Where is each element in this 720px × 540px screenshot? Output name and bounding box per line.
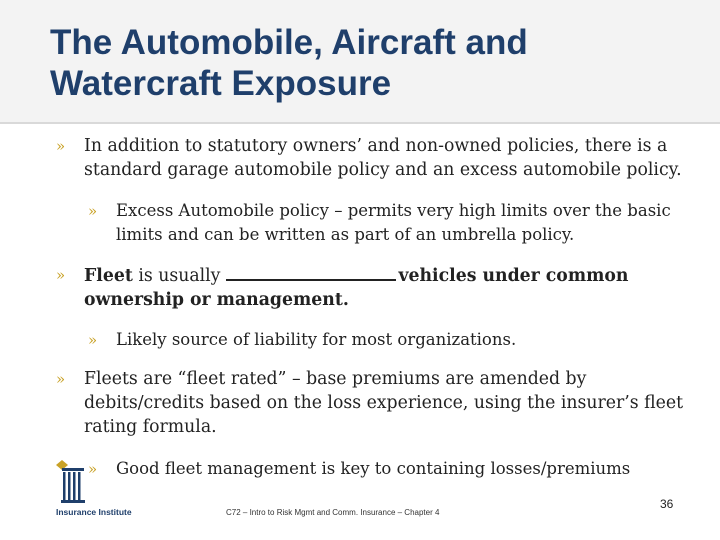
bullet-3-sub-text: Good fleet management is key to containing losses/premiums — [116, 459, 631, 478]
footer-course: C72 – Intro to Risk Mgmt and Comm. Insurance – Chapter 4 — [226, 508, 440, 517]
bullet-marker: » — [88, 202, 98, 220]
bullet-marker: » — [56, 266, 66, 284]
bullet-1 — [56, 134, 694, 182]
bullet-2-text-before: is usually — [138, 266, 221, 286]
bullet-1-text: In addition to statutory owners’ and non-owned policies, there is a standard garage automobile policy and an excess automobile policy. — [84, 136, 682, 180]
bullet-2-sub-text: Likely source of liability for most organizations. — [116, 330, 517, 349]
bullet-2-sub — [88, 328, 676, 352]
bullet-3-sub — [88, 457, 676, 481]
bullet-marker: » — [56, 137, 66, 155]
bullet-marker: » — [88, 460, 98, 478]
slide-title-line-1: The Automobile, Aircraft and — [50, 23, 528, 62]
slide-title — [50, 22, 690, 104]
fleet-term: Fleet — [84, 266, 133, 286]
fill-in-blank — [226, 263, 396, 281]
bullet-marker: » — [88, 331, 98, 349]
bullet-1-sub — [88, 199, 676, 247]
slide-title-line-2: Watercraft Exposure — [50, 64, 392, 103]
page-number: 36 — [660, 497, 674, 511]
bullet-1-sub-text: Excess Automobile policy – permits very high limits over the basic limits and can be written as part of an umbrella policy. — [116, 201, 671, 244]
bullet-marker: » — [56, 370, 66, 388]
bullet-3 — [56, 367, 694, 439]
bullet-3-text: Fleets are “fleet rated” – base premiums are amended by debits/credits based on the loss experience, using the insurer’s fleet rating formula. — [84, 369, 684, 437]
logo-text: Insurance Institute — [56, 507, 132, 517]
title-divider — [0, 122, 720, 124]
bullet-2-text-after: vehicles under common ownership or management. — [84, 266, 629, 310]
bullet-2 — [56, 263, 694, 312]
